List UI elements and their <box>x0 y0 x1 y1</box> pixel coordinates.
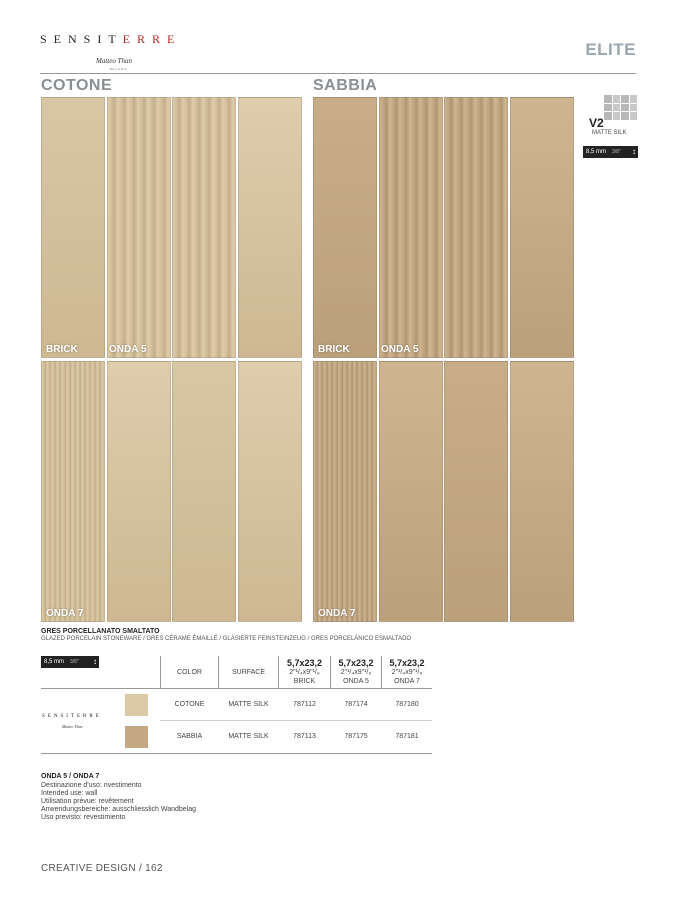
tile-brick <box>41 97 105 358</box>
tile-onda5 <box>379 97 443 358</box>
label-brick: BRICK <box>318 344 350 355</box>
tile-panel-cotone <box>41 97 303 623</box>
usage-line: Intended use: wall <box>41 790 98 797</box>
col-header-surface: SURFACE <box>231 669 266 676</box>
table-cell-color: SABBIA <box>176 733 203 740</box>
finish-grid-icon <box>604 95 637 120</box>
table-cell-code: 787175 <box>344 733 368 740</box>
material-subtitle: GLAZED PORCELAIN STONEWARE / GRES CÉRAME ÉMAILLÉ / GLASIERTE FEINSTEINZEUG / GRES PORCELÁNICO ESMALTADO <box>41 636 412 642</box>
tile-brick <box>313 97 377 358</box>
size-metric: 5,7x23,2 <box>389 658 425 668</box>
thickness-badge <box>583 146 638 158</box>
tile-onda5 <box>172 97 236 358</box>
col-header-size-onda7 <box>382 659 432 686</box>
finish-code: V2 <box>589 116 604 130</box>
tile-brick <box>379 361 443 622</box>
thickness-arrow-icon: ↕ <box>632 147 636 156</box>
size-name: BRICK <box>293 678 316 685</box>
tile-brick <box>172 361 236 622</box>
table-cell-code: 787180 <box>395 701 419 708</box>
tile-brick <box>238 97 302 358</box>
thickness-mm: 8,5 mm <box>586 149 607 155</box>
table-cell-code: 787174 <box>344 701 368 708</box>
tile-panel-sabbia <box>313 97 575 623</box>
label-onda5: ONDA 5 <box>381 344 419 355</box>
table-cell-color: COTONE <box>174 701 205 708</box>
brand-logo-part1: SENSIT <box>40 32 123 46</box>
color-swatch-sabbia <box>125 726 148 748</box>
tile-brick <box>107 361 171 622</box>
size-metric: 5,7x23,2 <box>338 658 374 668</box>
tile-brick <box>510 97 574 358</box>
thickness-inch: 3/8" <box>612 149 621 155</box>
label-onda7: ONDA 7 <box>318 608 356 619</box>
size-name: ONDA 7 <box>394 678 420 685</box>
tile-onda7 <box>41 361 105 622</box>
tile-onda5 <box>107 97 171 358</box>
size-inch: 2"¹/₄x9"¹/₈ <box>340 669 372 676</box>
usage-line: Utilisation prévue: revêtement <box>41 798 134 805</box>
table-cell-surface: MATTE SILK <box>228 733 269 740</box>
header-divider <box>40 73 636 74</box>
table-cell-code: 787112 <box>293 701 316 708</box>
table-cell-code: 787113 <box>293 733 316 740</box>
tile-onda7 <box>313 361 377 622</box>
usage-line: Destinazione d'uso: rivestimento <box>41 782 142 789</box>
onda-usage-text <box>41 782 196 822</box>
table-bottom-rule <box>41 753 432 754</box>
table-cell-code: 787181 <box>395 733 419 740</box>
tile-brick <box>238 361 302 622</box>
size-name: ONDA 5 <box>343 678 369 685</box>
table-thickness-mm: 8,5 mm <box>44 659 65 665</box>
col-header-size-brick <box>279 659 330 686</box>
label-onda5: ONDA 5 <box>109 344 147 355</box>
collection-title: ELITE <box>585 40 636 59</box>
table-header-rule <box>41 688 432 689</box>
table-thickness-badge <box>41 656 99 668</box>
panel-title-cotone: COTONE <box>41 77 113 94</box>
tile-onda5 <box>444 97 508 358</box>
size-inch: 2"¹/₄x9"¹/₈ <box>391 669 423 676</box>
label-onda7: ONDA 7 <box>46 608 84 619</box>
brand-logo <box>40 32 181 47</box>
table-thickness-inch: 3/8" <box>70 659 79 665</box>
usage-line: Anwendungsbereiche: ausschliesslich Wandbelag <box>41 806 197 813</box>
usage-line: Uso previsto: revestimiento <box>41 814 126 821</box>
brand-logo-part2: ERRE <box>122 32 182 46</box>
col-header-size-onda5 <box>331 659 381 686</box>
table-brand-logo: SENSITERRE <box>42 714 102 719</box>
panel-title-sabbia: SABBIA <box>313 77 378 94</box>
size-inch: 2"¹/₄x9"¹/₈ <box>289 669 320 676</box>
label-brick: BRICK <box>46 344 78 355</box>
size-metric: 5,7x23,2 <box>286 658 323 668</box>
color-swatch-cotone <box>125 694 148 716</box>
finish-name: MATTE SILK <box>592 130 627 136</box>
col-header-color: COLOR <box>177 669 202 676</box>
table-cell-surface: MATTE SILK <box>228 701 269 708</box>
material-title: GRES PORCELLANATO SMALTATO <box>41 628 160 635</box>
table-brand-signature: Matteo Thun <box>62 724 83 729</box>
table-thickness-arrow-icon: ↕ <box>93 657 97 666</box>
tile-brick <box>444 361 508 622</box>
table-row-rule <box>160 720 432 721</box>
brand-city: MILANO <box>110 67 128 71</box>
brand-signature: Matteo Thun <box>96 57 132 65</box>
tile-brick <box>510 361 574 622</box>
page-footer: CREATIVE DESIGN / 162 <box>41 863 163 874</box>
onda-title: ONDA 5 / ONDA 7 <box>41 773 100 780</box>
